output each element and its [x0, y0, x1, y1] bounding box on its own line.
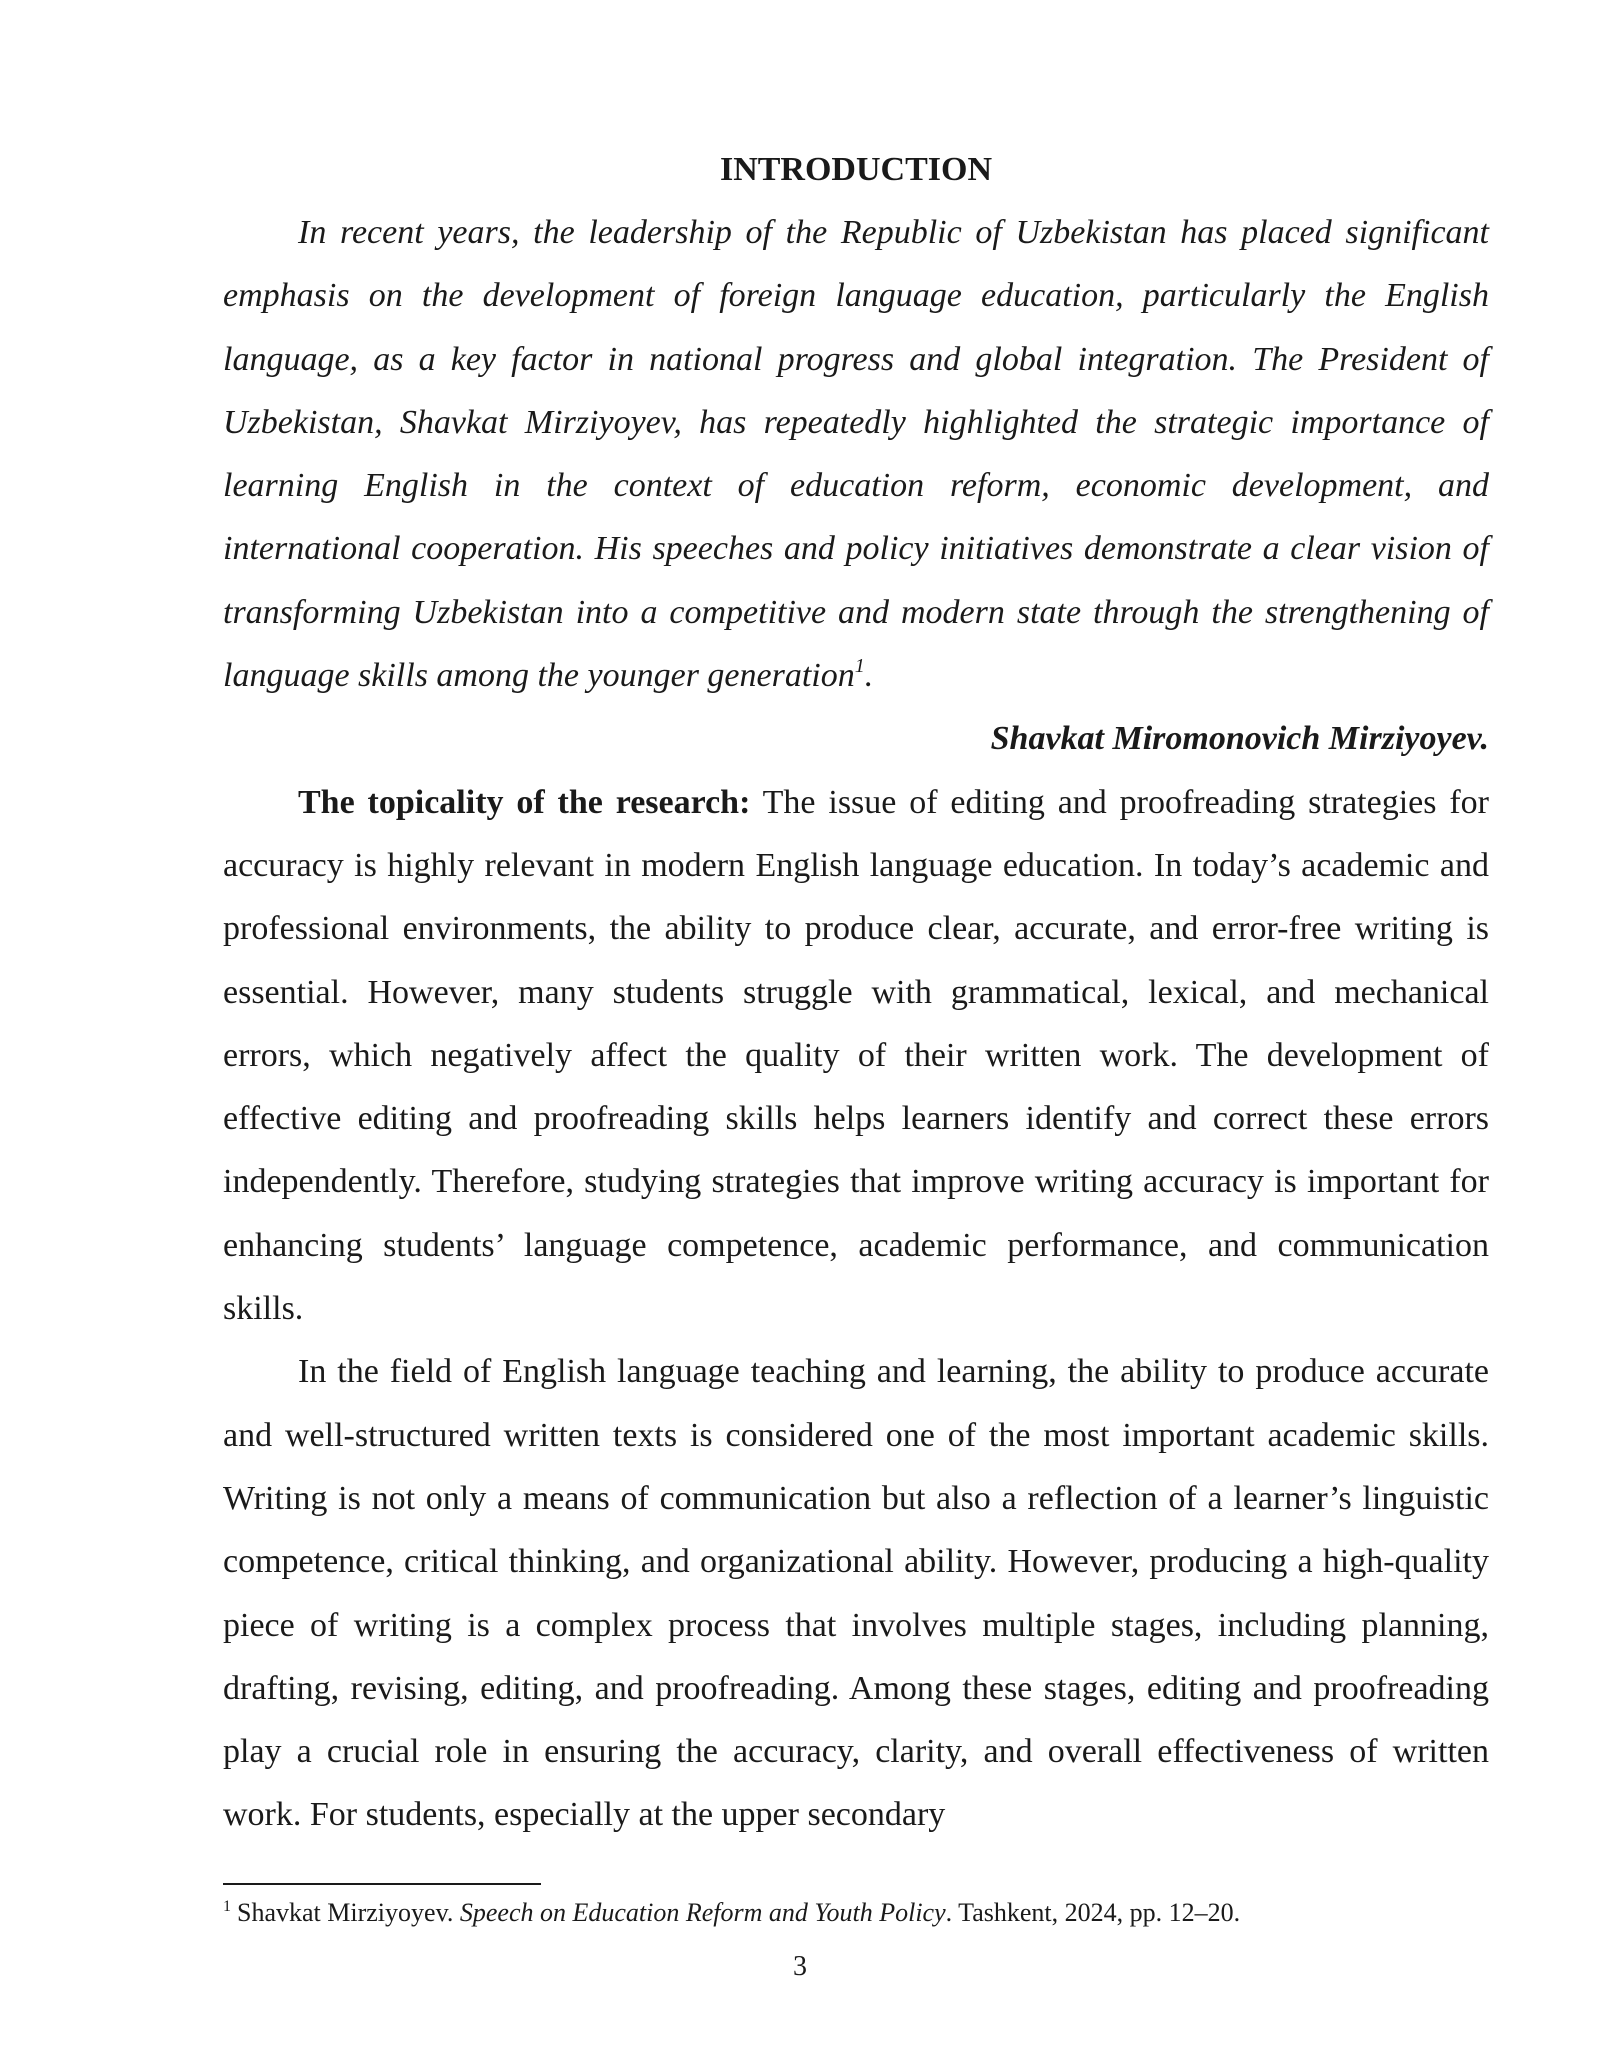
page-number: 3	[793, 1951, 807, 1982]
footnote-reference[interactable]: 1	[854, 655, 865, 678]
footnote-details: . Tashkent, 2024, pp. 12–20.	[945, 1898, 1241, 1927]
intro-quote-end: .	[864, 657, 874, 695]
intro-quote-text: In recent years, the leadership of the Republic of Uzbekistan has placed significant emphasis on the development of foreign language education, particularly the English language, as a key factor in national progress and global integration. The President of Uzbekistan, Shavkat Mirziyoyev, has repeatedly highlighted the strategic importance of learning English in the context of education reform, economic development, and international cooperation. His speeches and policy initiatives demonstrate a clear vision of transforming Uzbekistan into a competitive and modern state through the strengthening of language skills among the younger generation	[223, 214, 1489, 695]
footnote-title: Speech on Education Reform and Youth Policy	[459, 1898, 946, 1927]
section-heading: INTRODUCTION	[719, 151, 993, 188]
document-page	[223, 145, 1489, 1847]
footnote-divider	[223, 1883, 541, 1885]
body-paragraph: In the field of English language teaching and learning, the ability to produce accurate and well-structured written texts is considered one of the most important academic skills. Writing is not only a means of communication but also a reflection of a learner’s linguistic competence, critical thinking, and organizational ability. However, producing a high-quality piece of writing is a complex process that involves multiple stages, including planning, drafting, revising, editing, and proofreading. Among these stages, editing and proofreading play a crucial role in ensuring the accuracy, clarity, and overall effectiveness of written work. For students, especially at the upper secondary	[223, 1353, 1489, 1834]
footnote	[223, 1896, 1489, 1930]
topicality-text: The issue of editing and proofreading strategies for accuracy is highly relevant in modern English language education. In today’s academic and professional environments, the ability to produce clear, accurate, and error-free writing is essential. However, many students struggle with grammatical, lexical, and mechanical errors, which negatively affect the quality of their written work. The development of effective editing and proofreading skills helps learners identify and correct these errors independently. Therefore, studying strategies that improve writing accuracy is important for enhancing students’ language competence, academic performance, and communication skills.	[223, 783, 1489, 1328]
topicality-paragraph	[223, 771, 1489, 1341]
topicality-lead: The topicality of the research:	[298, 783, 751, 821]
footnote-marker: 1	[223, 1898, 231, 1915]
footnote-author: Shavkat Mirziyoyev.	[237, 1898, 454, 1927]
intro-quote-paragraph	[223, 201, 1489, 707]
quote-signature: Shavkat Miromonovich Mirziyoyev.	[990, 720, 1489, 758]
